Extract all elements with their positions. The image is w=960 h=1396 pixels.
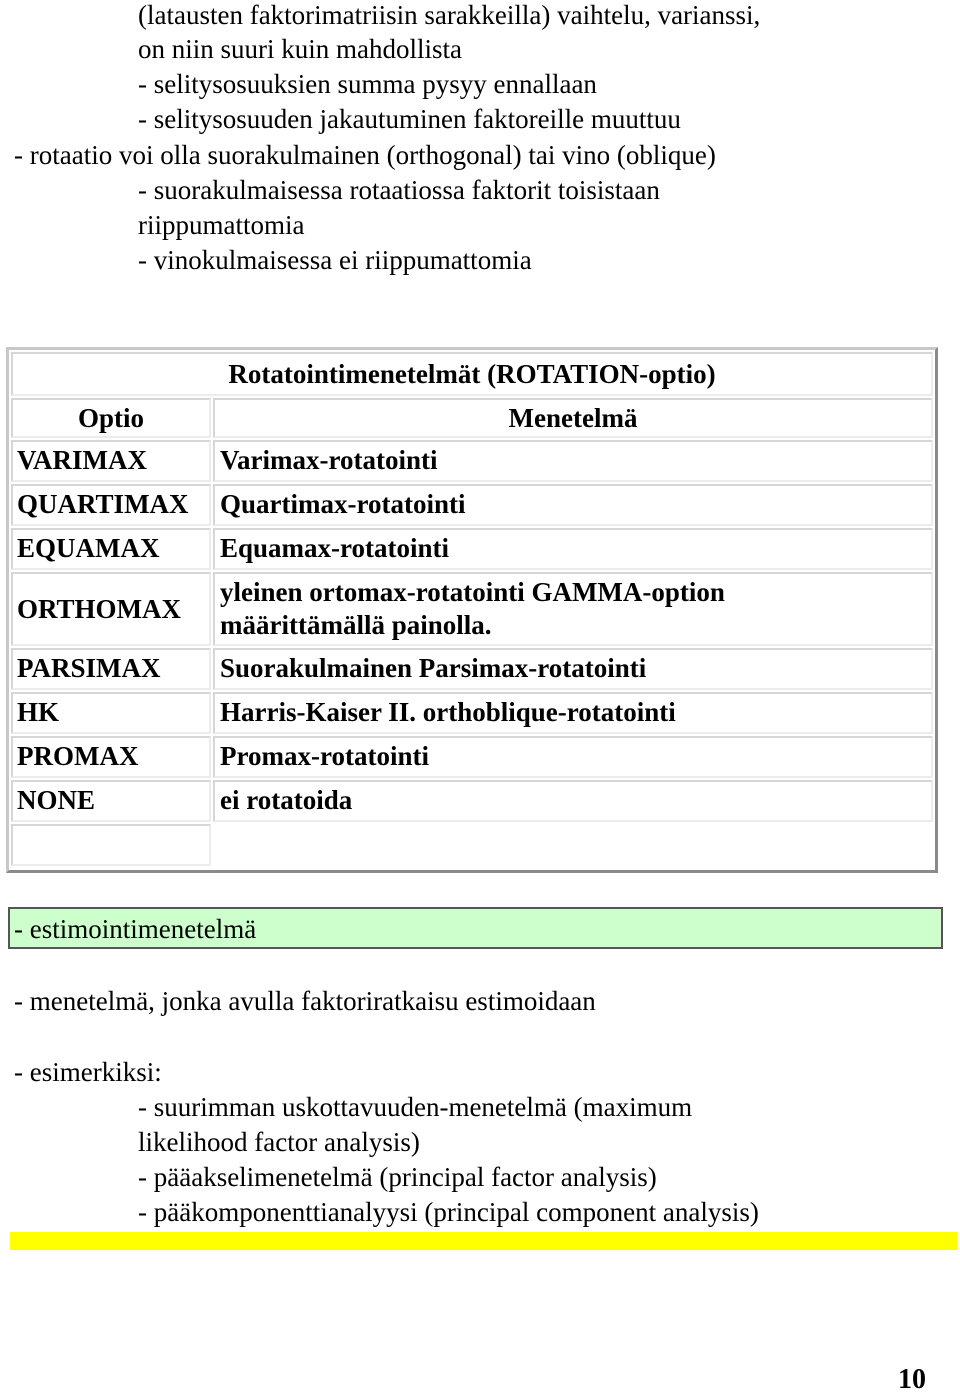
text-line: - selitysosuuden jakautuminen faktoreille muuttuu <box>138 104 681 134</box>
text-line: riippumattomia <box>138 210 305 240</box>
section-heading: - estimointimenetelmä <box>14 914 257 944</box>
table-cell-option: QUARTIMAX <box>11 484 211 526</box>
text-line: on niin suuri kuin mahdollista <box>138 34 462 64</box>
text-line: - vinokulmaisessa ei riippumattomia <box>138 245 532 275</box>
table-cell-option: VARIMAX <box>11 440 211 482</box>
highlight-bar <box>10 1232 958 1250</box>
table-cell-option: HK <box>11 692 211 734</box>
example-item: - suurimman uskottavuuden-menetelmä (maximum <box>138 1092 693 1122</box>
table-cell-option: NONE <box>11 780 211 822</box>
example-item: - pääakselimenetelmä (principal factor analysis) <box>138 1162 657 1192</box>
example-item: likelihood factor analysis) <box>138 1127 420 1157</box>
definition-text: - menetelmä, jonka avulla faktoriratkaisu estimoidaan <box>14 986 596 1016</box>
table-cell-method: ei rotatoida <box>213 780 933 822</box>
examples-label: - esimerkiksi: <box>14 1057 162 1087</box>
text-line: - suorakulmaisessa rotaatiossa faktorit toisistaan <box>138 175 660 205</box>
table-cell-method: yleinen ortomax-rotatointi GAMMA-option määrittämällä painolla. <box>213 572 933 646</box>
table-cell-option: ORTHOMAX <box>11 572 211 646</box>
text-line: - selitysosuuksien summa pysyy ennallaan <box>138 69 597 99</box>
text-line: (latausten faktorimatriisin sarakkeilla) vaihtelu, varianssi, <box>138 0 761 30</box>
table-cell-method: Harris-Kaiser II. orthoblique-rotatointi <box>213 692 933 734</box>
section-heading-bar <box>8 907 943 949</box>
table-cell-method: Suorakulmainen Parsimax-rotatointi <box>213 648 933 690</box>
header-option: Optio <box>11 398 211 438</box>
table-cell-option: EQUAMAX <box>11 528 211 570</box>
table-cell-method: Varimax-rotatointi <box>213 440 933 482</box>
table-caption: Rotatointimenetelmät (ROTATION-optio) <box>11 352 933 396</box>
table-cell-method: Promax-rotatointi <box>213 736 933 778</box>
table-cell-empty <box>11 824 211 866</box>
page-number: 10 <box>898 1364 926 1395</box>
example-item: - pääkomponenttianalyysi (principal component analysis) <box>138 1197 759 1227</box>
table-cell-option: PROMAX <box>11 736 211 778</box>
table-cell-method: Equamax-rotatointi <box>213 528 933 570</box>
rotation-methods-table <box>6 347 938 873</box>
table-cell-method: Quartimax-rotatointi <box>213 484 933 526</box>
text-line: - rotaatio voi olla suorakulmainen (orthogonal) tai vino (oblique) <box>14 140 716 170</box>
header-method: Menetelmä <box>213 398 933 438</box>
table-cell-option: PARSIMAX <box>11 648 211 690</box>
